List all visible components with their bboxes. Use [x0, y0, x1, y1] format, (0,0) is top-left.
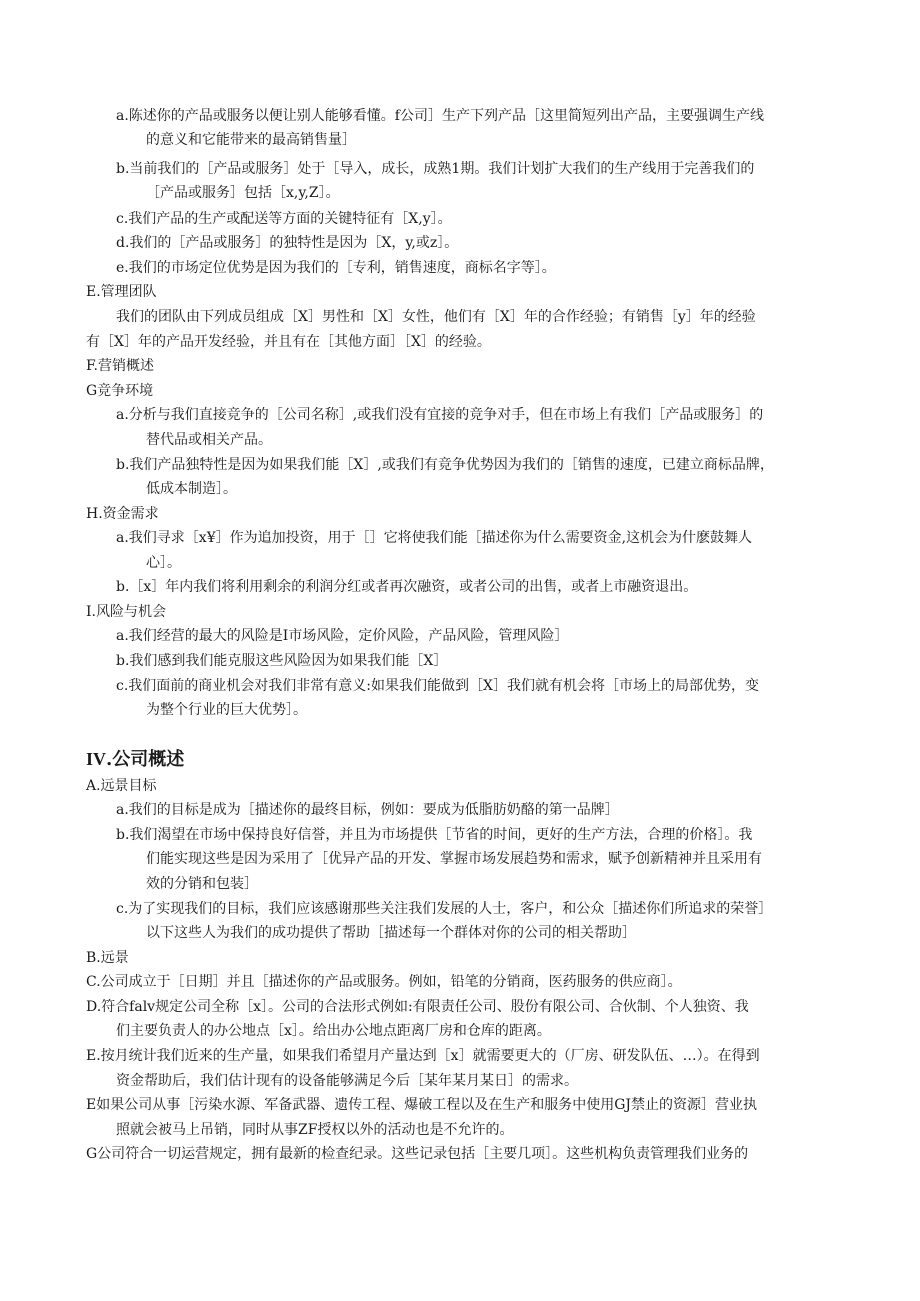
section-heading: I.风险与机会	[86, 604, 166, 620]
chapter-heading	[86, 748, 184, 771]
paragraph-line: b.我们感到我们能克服这些风险因为如果我们能［X］	[116, 653, 448, 669]
paragraph-line: a.分析与我们直接竞争的［公司名称］,或我们没有宜接的竞争对手，但在市场上有我们［产品或服务］的	[116, 407, 764, 423]
paragraph-line: G公司符合一切运营规定，拥有最新的检查纪录。这些记录包括［主要几项］。这些机构负责管理我们业务的	[86, 1146, 749, 1162]
paragraph-line: d.我们的［产品或服务］的独特性是因为［X，y,或z］。	[116, 235, 459, 251]
section-heading: G竞争环境	[86, 383, 154, 399]
paragraph-line: c.我们面前的商业机会对我们非常有意义:如果我们能做到［X］我们就有机会将［市场上的局部优势，变	[116, 678, 759, 694]
paragraph-line: a.我们的目标是成为［描述你的最终目标，例如：要成为低脂肪奶酪的第一品牌］	[116, 802, 619, 818]
paragraph-line: D.符合falv规定公司全称［x］。公司的合法形式例如:有限责任公司、股份有限公司、合伙制、个人独资、我	[86, 999, 749, 1015]
paragraph-line: 们能实现这些是因为采用了［优异产品的开发、掌握市场发展趋势和需求，赋予创新精神并且采用有	[146, 851, 762, 867]
section-heading: H.资金需求	[86, 506, 159, 522]
section-heading: E.管理团队	[86, 284, 157, 300]
paragraph-line: E.按月统计我们近来的生产量，如果我们希望月产量达到［x］就需要更大的（厂房、研发队伍、…）。在得到	[86, 1048, 760, 1064]
paragraph-line: 我们的团队由下列成员组成［X］男性和［X］女性，他们有［X］年的合作经验；有销售［y］年的经验	[116, 309, 756, 325]
section-heading: A.远景目标	[86, 778, 157, 794]
paragraph-line: 们主要负责人的办公地点［x］。给出办公地点距离厂房和仓库的距离。	[116, 1023, 551, 1039]
paragraph-line: b.我们渴望在市场中保持良好信誉，并且为市场提供［节省的时间，更好的生产方法，合理的价格］。我	[116, 827, 753, 843]
paragraph-line: c.我们产品的生产或配送等方面的关键特征有［X,y］。	[116, 211, 452, 227]
paragraph-line: 资金帮助后，我们估计现有的设备能够满足今后［某年某月某日］的需求。	[116, 1073, 578, 1089]
paragraph-line: 照就会被马上吊销，同时从事ZF授权以外的活动也是不允许的。	[116, 1122, 514, 1138]
paragraph-line: a.陈述你的产品或服务以便让别人能够看懂。f公司］生产下列产品［这里简短列出产品，主要强调生产线	[116, 108, 764, 124]
paragraph-line: E如果公司从事［污染水源、军备武器、遗传工程、爆破工程以及在生产和服务中使用GJ禁止的资源］营业执	[86, 1097, 758, 1113]
chapter-title: .公司概述	[106, 749, 185, 770]
paragraph-line: 心］。	[146, 555, 181, 571]
paragraph-line: 替代品或相关产品。	[146, 432, 272, 448]
paragraph-line: 有［X］年的产品开发经验，并且有在［其他方面］［X］的经验。	[86, 334, 491, 350]
paragraph-line: a.我们经营的最大的风险是I市场风险，定价风险，产品风险，管理风险］	[116, 628, 569, 644]
paragraph-line: 效的分销和包装］	[146, 876, 258, 892]
chapter-number: IV	[86, 749, 107, 769]
paragraph-line: C.公司成立于［日期］并且［描述你的产品或服务。例如，铅笔的分销商，医药服务的供应商］。	[86, 974, 682, 990]
paragraph-line: ［产品或服务］包括［x,y,Z］。	[146, 185, 340, 201]
paragraph-line: e.我们的市场定位优势是因为我们的［专利，销售速度，商标名字等］。	[116, 260, 556, 276]
paragraph-line: 为整个行业的巨大优势］。	[146, 702, 307, 718]
section-heading: F.营销概述	[86, 358, 154, 374]
paragraph-line: 低成本制造］。	[146, 481, 237, 497]
paragraph-line: a.我们寻求［x¥］作为追加投资，用于［］它将使我们能［描述你为什么需要资金,这机会为什麽鼓舞人	[116, 530, 753, 546]
paragraph-line: c.为了实现我们的目标，我们应该感谢那些关注我们发展的人士，客户，和公众［描述你们所追求的荣誉］	[116, 901, 773, 917]
paragraph-line: 的意义和它能带来的最高销售量］	[146, 132, 356, 148]
paragraph-line: b.［x］年内我们将利用剩余的利润分红或者再次融资，或者公司的出售，或者上市融资退出。	[116, 579, 698, 595]
paragraph-line: b.当前我们的［产品或服务］处于［导入，成长，成熟1期。我们计划扩大我们的生产线用于完善我们的	[116, 161, 755, 177]
paragraph-line: 以下这些人为我们的成功提供了帮助［描述每一个群体对你的公司的相关帮助］	[146, 925, 636, 941]
section-heading: B.远景	[86, 950, 129, 966]
paragraph-line: b.我们产品独特性是因为如果我们能［X］,或我们有竞争优势因为我们的［销售的速度，已建立商标品牌，	[116, 457, 774, 473]
